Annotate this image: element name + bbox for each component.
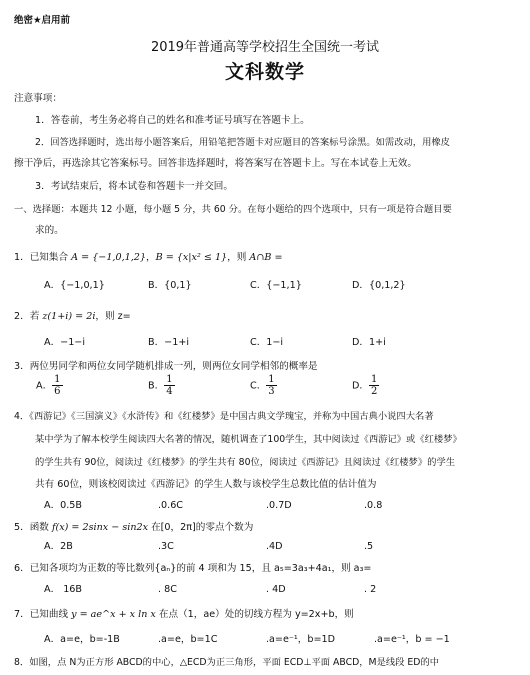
q1-option-b: B．{0,1} <box>148 280 192 291</box>
q7-option-a: A．a=e，b=-1B <box>44 634 120 645</box>
note-1: 1．答卷前，考生务必将自己的姓名和准考证号填写在答题卡上。 <box>35 115 310 126</box>
q3-option-a-num: 1 <box>54 374 61 385</box>
q1-mid: ，则 <box>227 252 250 263</box>
q6-option-a: A． 16B <box>44 584 82 595</box>
q6-option-d: . 2 <box>364 584 377 595</box>
q3-option-b-den: 4 <box>166 386 173 397</box>
q1-expr: A∩B <box>249 252 272 263</box>
q3-option-c-den: 3 <box>268 386 275 397</box>
q2-option-c: C．1−i <box>250 337 284 348</box>
subject-title: 文科数学 <box>224 61 305 83</box>
q1-pre: 1．已知集合 <box>14 252 72 263</box>
q2-option-d: D．1+i <box>352 337 386 348</box>
q5-option-d: .5 <box>364 541 374 552</box>
exam-title: 2019年普通高等学校招生全国统一考试 <box>150 40 380 55</box>
q1-option-d: D．{0,1,2} <box>352 280 406 291</box>
q3-option-b <box>148 374 175 397</box>
q5-option-a: A．2B <box>44 541 73 552</box>
question-2-stem <box>14 310 131 324</box>
q3-option-d <box>352 374 379 397</box>
q5-expr: f(x) = 2sinx − sin2x <box>51 522 149 533</box>
q7-option-c: .a=e⁻¹，b=1D <box>266 634 335 645</box>
q3-option-c-num: 1 <box>268 374 275 385</box>
q3-option-d-fraction <box>369 374 379 397</box>
q7-post: 在点（1，ae）处的切线方程为 y=2x+b，则 <box>155 609 354 620</box>
q3-option-d-letter: D． <box>352 380 369 392</box>
q5-option-b: .3C <box>158 541 174 552</box>
q3-option-d-den: 2 <box>370 386 378 397</box>
q4-option-d: .0.8 <box>364 500 383 511</box>
q7-option-b: .a=e，b=1C <box>158 634 218 645</box>
q3-option-d-num: 1 <box>370 374 378 385</box>
q2-pre: 2．若 <box>14 311 43 322</box>
q3-option-a-fraction <box>52 374 62 397</box>
confidential-label: 绝密★启用前 <box>14 15 71 26</box>
q6-option-c: . 4D <box>266 584 286 595</box>
q3-option-a <box>36 374 63 397</box>
q1-option-a: A．{−1,0,1} <box>44 280 105 291</box>
q3-option-b-fraction <box>164 374 174 397</box>
q3-option-b-letter: B． <box>148 380 165 392</box>
notes-heading: 注意事项： <box>14 93 62 104</box>
q3-option-a-den: 6 <box>54 386 61 397</box>
q1-sep: ， <box>146 252 156 263</box>
note-3: 3．考试结束后，将本试卷和答题卡一并交回。 <box>35 181 233 192</box>
q7-option-d: .a=e⁻¹，b = −1 <box>374 634 450 645</box>
section-1-line-2: 求的。 <box>35 225 64 236</box>
q6-option-b: . 8C <box>158 584 177 595</box>
q3-option-c-fraction <box>266 374 276 397</box>
q1-post: = <box>271 252 283 263</box>
q3-option-c-letter: C． <box>250 380 267 392</box>
q3-option-c <box>250 374 277 397</box>
question-4-line-3: 的学生共有 90位，阅读过《红楼梦》的学生共有 80位，阅读过《西游记》且阅读过《红楼梦》的学生 <box>35 457 456 468</box>
q7-expr: y = ae^x + x ln x <box>71 609 156 620</box>
q2-expr: z(1+i) = 2i <box>42 311 96 322</box>
q4-option-a: A．0.5B <box>44 500 82 511</box>
q1-set-a: A = {−1,0,1,2} <box>71 252 147 263</box>
q2-option-b: B．−1+i <box>148 337 190 348</box>
question-4-line-1: 4．《西游记》《三国演义》《水浒传》和《红楼梦》是中国古典文学瑰宝，并称为中国古典小说四大名著 <box>14 411 434 422</box>
question-6-stem: 6．已知各项均为正数的等比数列{aₙ}的前 4 项和为 15，且 a₅=3a₃+4a₁，则 a₃= <box>14 563 372 574</box>
q1-set-b: B = {x|x² ≤ 1} <box>155 252 228 263</box>
section-1-line-1: 一、选择题：本题共 12 小题，每小题 5 分，共 60 分。在每小题给的四个选项中，只有一项是符合题目要 <box>14 204 452 215</box>
question-3-stem: 3．两位男同学和两位女同学随机排成一列，则两位女同学相邻的概率是 <box>14 361 318 372</box>
q4-option-c: .0.7D <box>266 500 292 511</box>
question-7-stem <box>14 608 354 622</box>
note-2-line-2: 擦干净后，再选涂其它答案标号。回答非选择题时，将答案写在答题卡上。写在本试卷上无效。 <box>14 158 417 169</box>
question-1-stem <box>14 251 283 265</box>
question-4-line-2: 某中学为了解本校学生阅读四大名著的情况，随机调查了100学生，其中阅读过《西游记》或《红楼梦》 <box>35 434 462 445</box>
q5-pre: 5．函数 <box>14 522 52 533</box>
q3-option-a-letter: A． <box>36 380 53 392</box>
q5-post: 在[0，2π]的零点个数为 <box>148 522 254 533</box>
q4-option-b: .0.6C <box>158 500 184 511</box>
question-8-stem: 8．如图，点 N为正方形 ABCD的中心，△ECD为正三角形，平面 ECD⊥平面 ABCD，M是线段 ED的中 <box>14 657 440 668</box>
q5-option-c: .4D <box>266 541 283 552</box>
note-2-line-1: 2．回答选择题时，选出每小题答案后，用铅笔把答题卡对应题目的答案标号涂黑。如需改动，用橡皮 <box>35 137 450 148</box>
q3-option-b-num: 1 <box>166 374 173 385</box>
q7-pre: 7．已知曲线 <box>14 609 72 620</box>
q1-option-c: C．{−1,1} <box>250 280 302 291</box>
q2-post: ，则 z= <box>95 311 131 322</box>
q2-option-a: A．−1−i <box>44 337 86 348</box>
question-5-stem <box>14 521 253 535</box>
question-4-line-4: 共有 60位，则该校阅读过《西游记》的学生人数与该校学生总数比值的估计值为 <box>35 479 377 490</box>
